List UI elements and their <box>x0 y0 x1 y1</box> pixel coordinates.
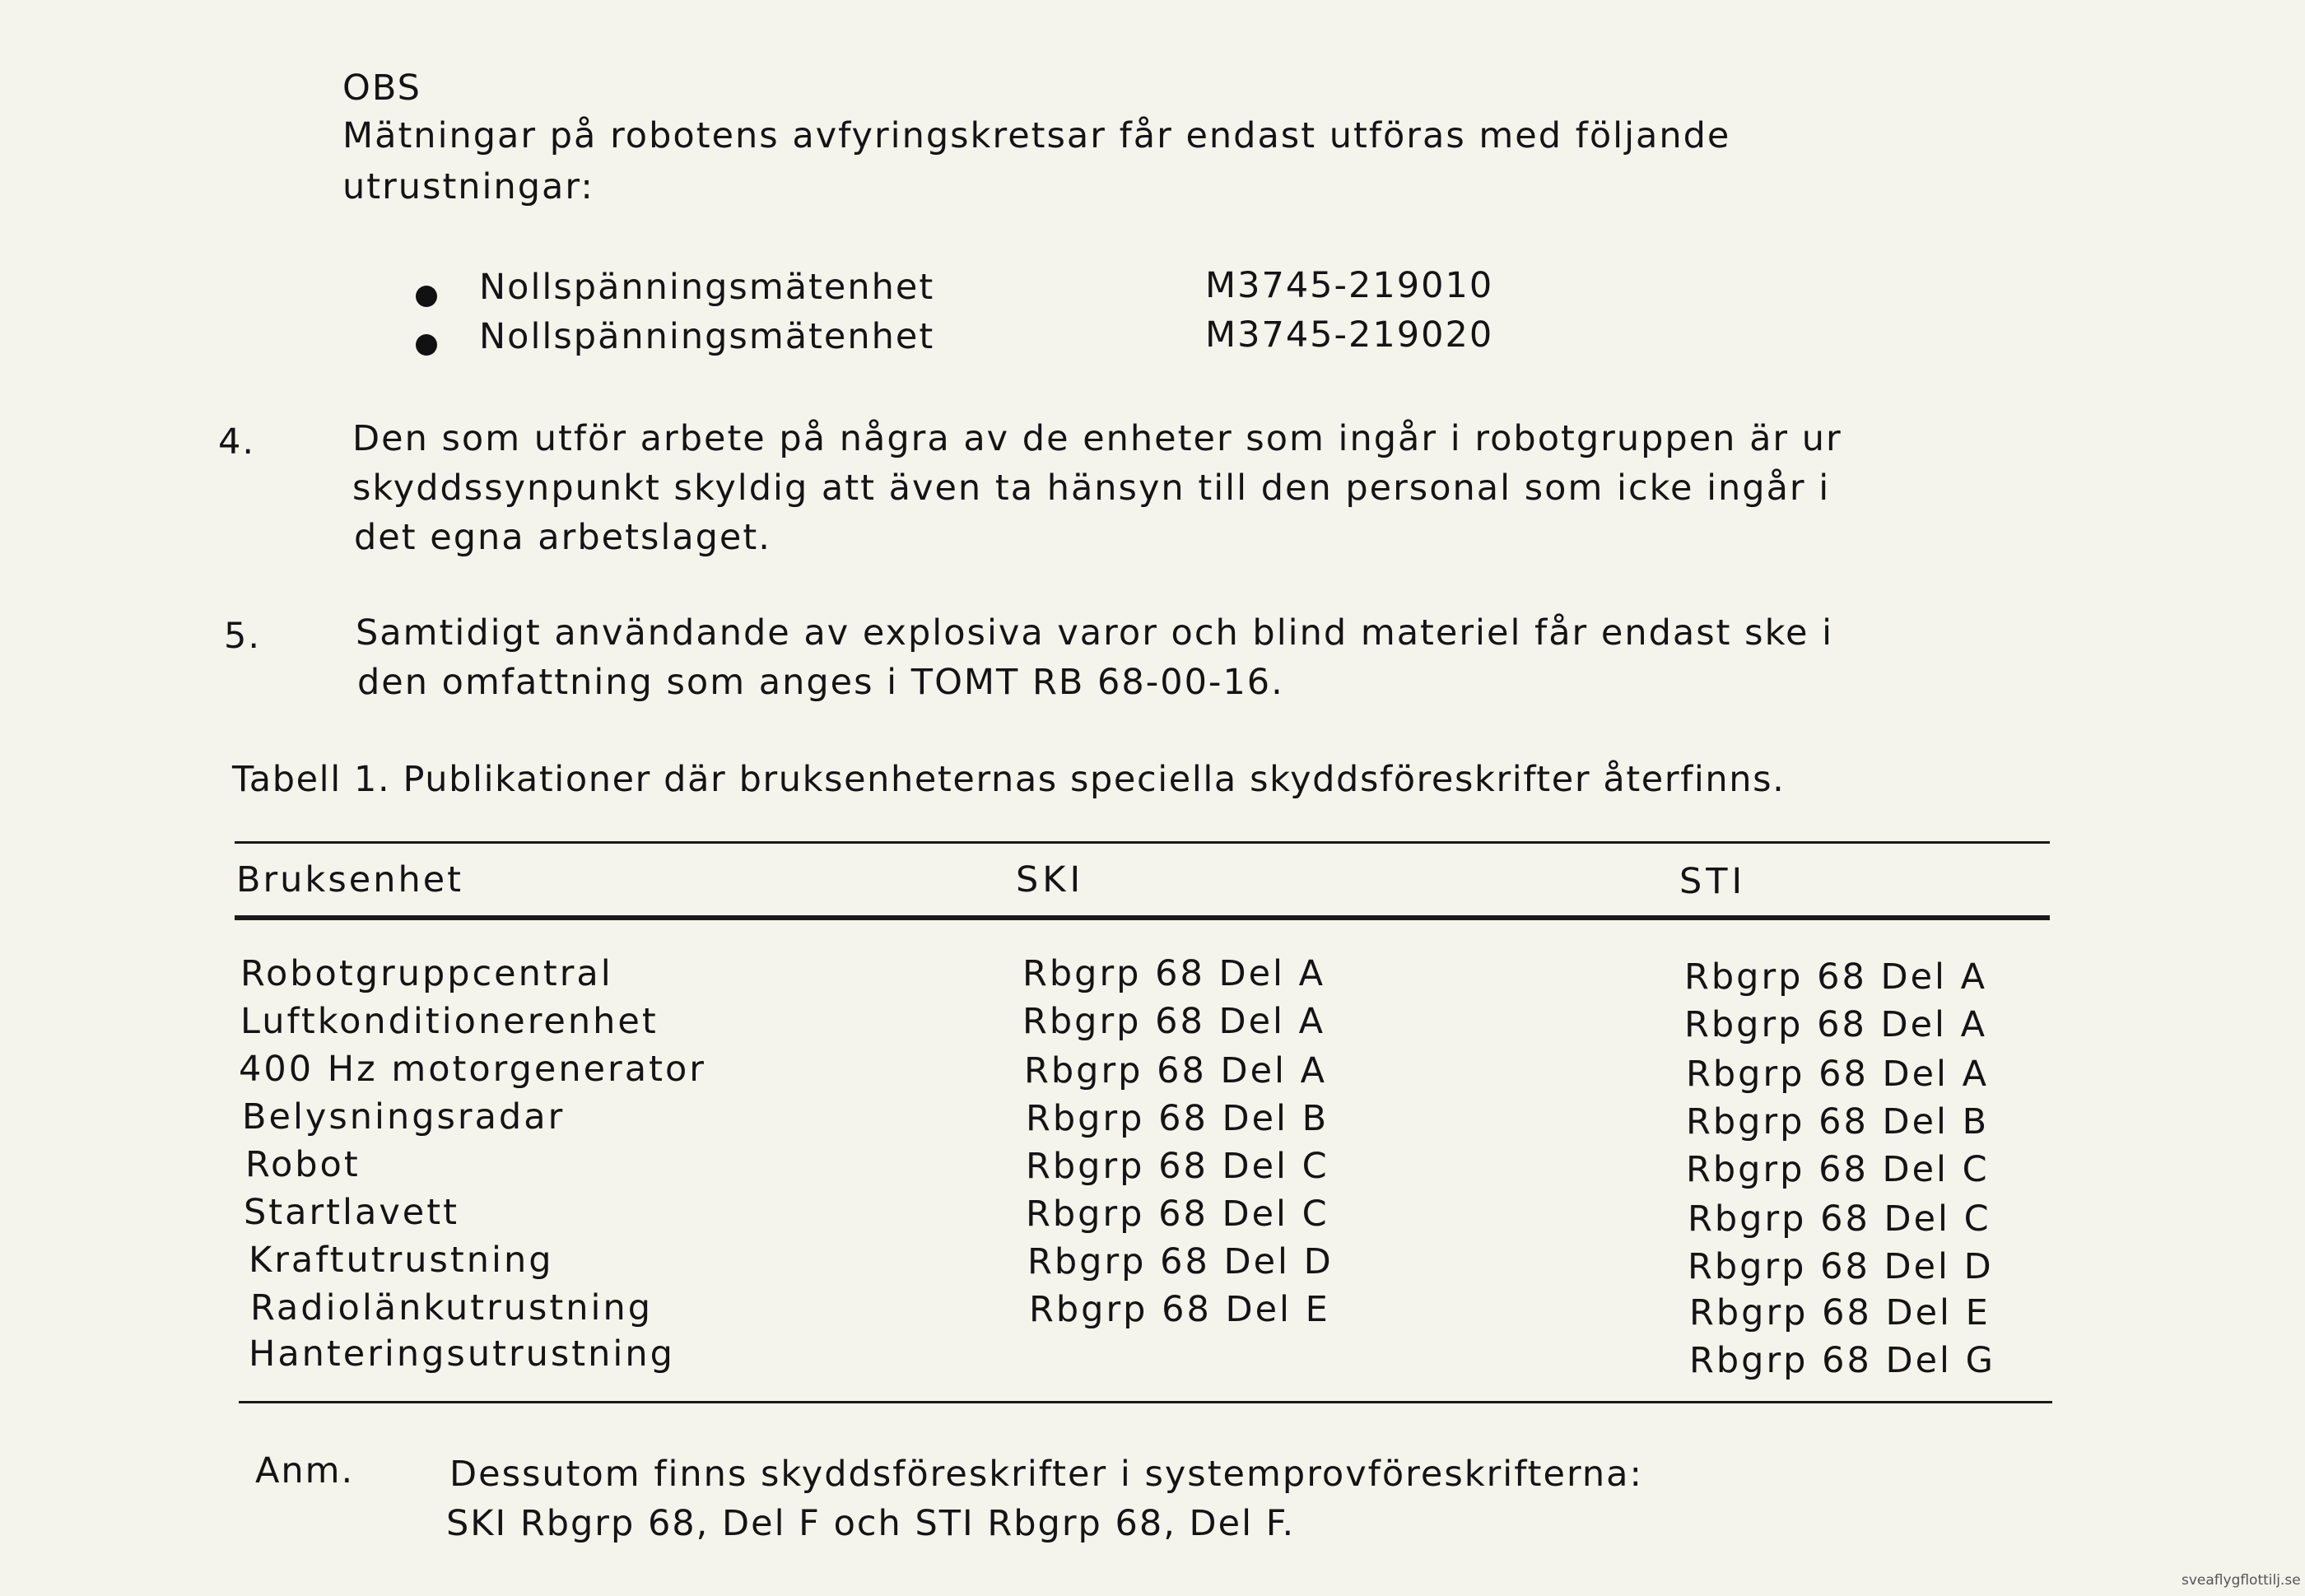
table-cell-unit: Kraftutrustning <box>249 1240 554 1281</box>
table-cell-ski: Rbgrp 68 Del A <box>1022 1001 1326 1042</box>
table-cell-unit: Belysningsradar <box>242 1096 566 1138</box>
column-header-sti: STI <box>1679 861 1747 902</box>
table-cell-sti: Rbgrp 68 Del G <box>1689 1340 1995 1381</box>
table-cell-ski: Rbgrp 68 Del C <box>1026 1146 1329 1187</box>
table-cell-unit: Luftkonditionerenhet <box>240 1001 659 1042</box>
column-header-ski: SKI <box>1016 859 1085 900</box>
table-cell-unit: Robot <box>245 1144 361 1185</box>
table-cell-unit: Robotgruppcentral <box>240 953 613 994</box>
table-cell-sti: Rbgrp 68 Del B <box>1686 1101 1990 1142</box>
table-top-rule <box>235 841 2050 844</box>
table-bottom-rule <box>239 1401 2052 1403</box>
item-4-line-2: skyddssynpunkt skyldig att även ta hänsyn till den personal som icke ingår i <box>352 468 1831 509</box>
table-header-rule <box>235 915 2050 920</box>
table-cell-ski: Rbgrp 68 Del E <box>1029 1289 1330 1330</box>
bullet-icon <box>416 286 437 307</box>
column-header-bruksenhet: Bruksenhet <box>236 859 464 900</box>
table-cell-unit: Hanteringsutrustning <box>249 1333 675 1375</box>
table-cell-ski: Rbgrp 68 Del C <box>1026 1194 1329 1235</box>
equipment-code-2: M3745-219020 <box>1205 314 1494 356</box>
table-cell-ski: Rbgrp 68 Del A <box>1024 1050 1328 1091</box>
item-5-line-2: den omfattning som anges i TOMT RB 68-00-16. <box>357 662 1284 703</box>
table-cell-ski: Rbgrp 68 Del A <box>1022 953 1326 994</box>
table-cell-sti: Rbgrp 68 Del E <box>1689 1292 1991 1333</box>
table-cell-sti: Rbgrp 68 Del A <box>1684 956 1988 998</box>
note-line-2: SKI Rbgrp 68, Del F och STI Rbgrp 68, Del F. <box>446 1503 1296 1544</box>
obs-line-1: Mätningar på robotens avfyringskretsar får endast utföras med följande <box>342 115 1731 156</box>
table-cell-unit: 400 Hz motorgenerator <box>239 1049 706 1090</box>
table-cell-sti: Rbgrp 68 Del D <box>1688 1246 1994 1287</box>
note-line-1: Dessutom finns skyddsföreskrifter i systemprovföreskrifterna: <box>449 1454 1643 1495</box>
note-label: Anm. <box>255 1450 355 1491</box>
table-cell-sti: Rbgrp 68 Del C <box>1686 1149 1990 1190</box>
table-cell-unit: Radiolänkutrustning <box>250 1287 654 1328</box>
table-cell-sti: Rbgrp 68 Del A <box>1684 1004 1988 1045</box>
item-5-line-1: Samtidigt användande av explosiva varor och blind materiel får endast ske i <box>356 612 1834 654</box>
item-4-line-1: Den som utför arbete på några av de enheter som ingår i robotgruppen är ur <box>352 418 1842 459</box>
item-number-4: 4. <box>218 421 256 463</box>
table-cell-sti: Rbgrp 68 Del A <box>1686 1054 1990 1095</box>
item-4-line-3: det egna arbetslaget. <box>354 517 771 558</box>
table-cell-ski: Rbgrp 68 Del D <box>1027 1241 1334 1282</box>
equipment-code-1: M3745-219010 <box>1205 265 1494 306</box>
obs-line-2: utrustningar: <box>342 166 594 207</box>
bullet-icon <box>416 334 437 356</box>
watermark: sveaflygflottilj.se <box>2182 1572 2301 1589</box>
item-number-5: 5. <box>224 616 262 657</box>
equipment-name-2: Nollspänningsmätenhet <box>479 316 935 357</box>
obs-heading: OBS <box>342 67 421 109</box>
table-cell-unit: Startlavett <box>244 1192 459 1233</box>
equipment-name-1: Nollspänningsmätenhet <box>479 267 935 308</box>
table-cell-ski: Rbgrp 68 Del B <box>1026 1098 1329 1139</box>
table-cell-sti: Rbgrp 68 Del C <box>1688 1198 1991 1240</box>
table-caption: Tabell 1. Publikationer där bruksenheternas speciella skyddsföreskrifter återfinns. <box>232 759 1786 800</box>
